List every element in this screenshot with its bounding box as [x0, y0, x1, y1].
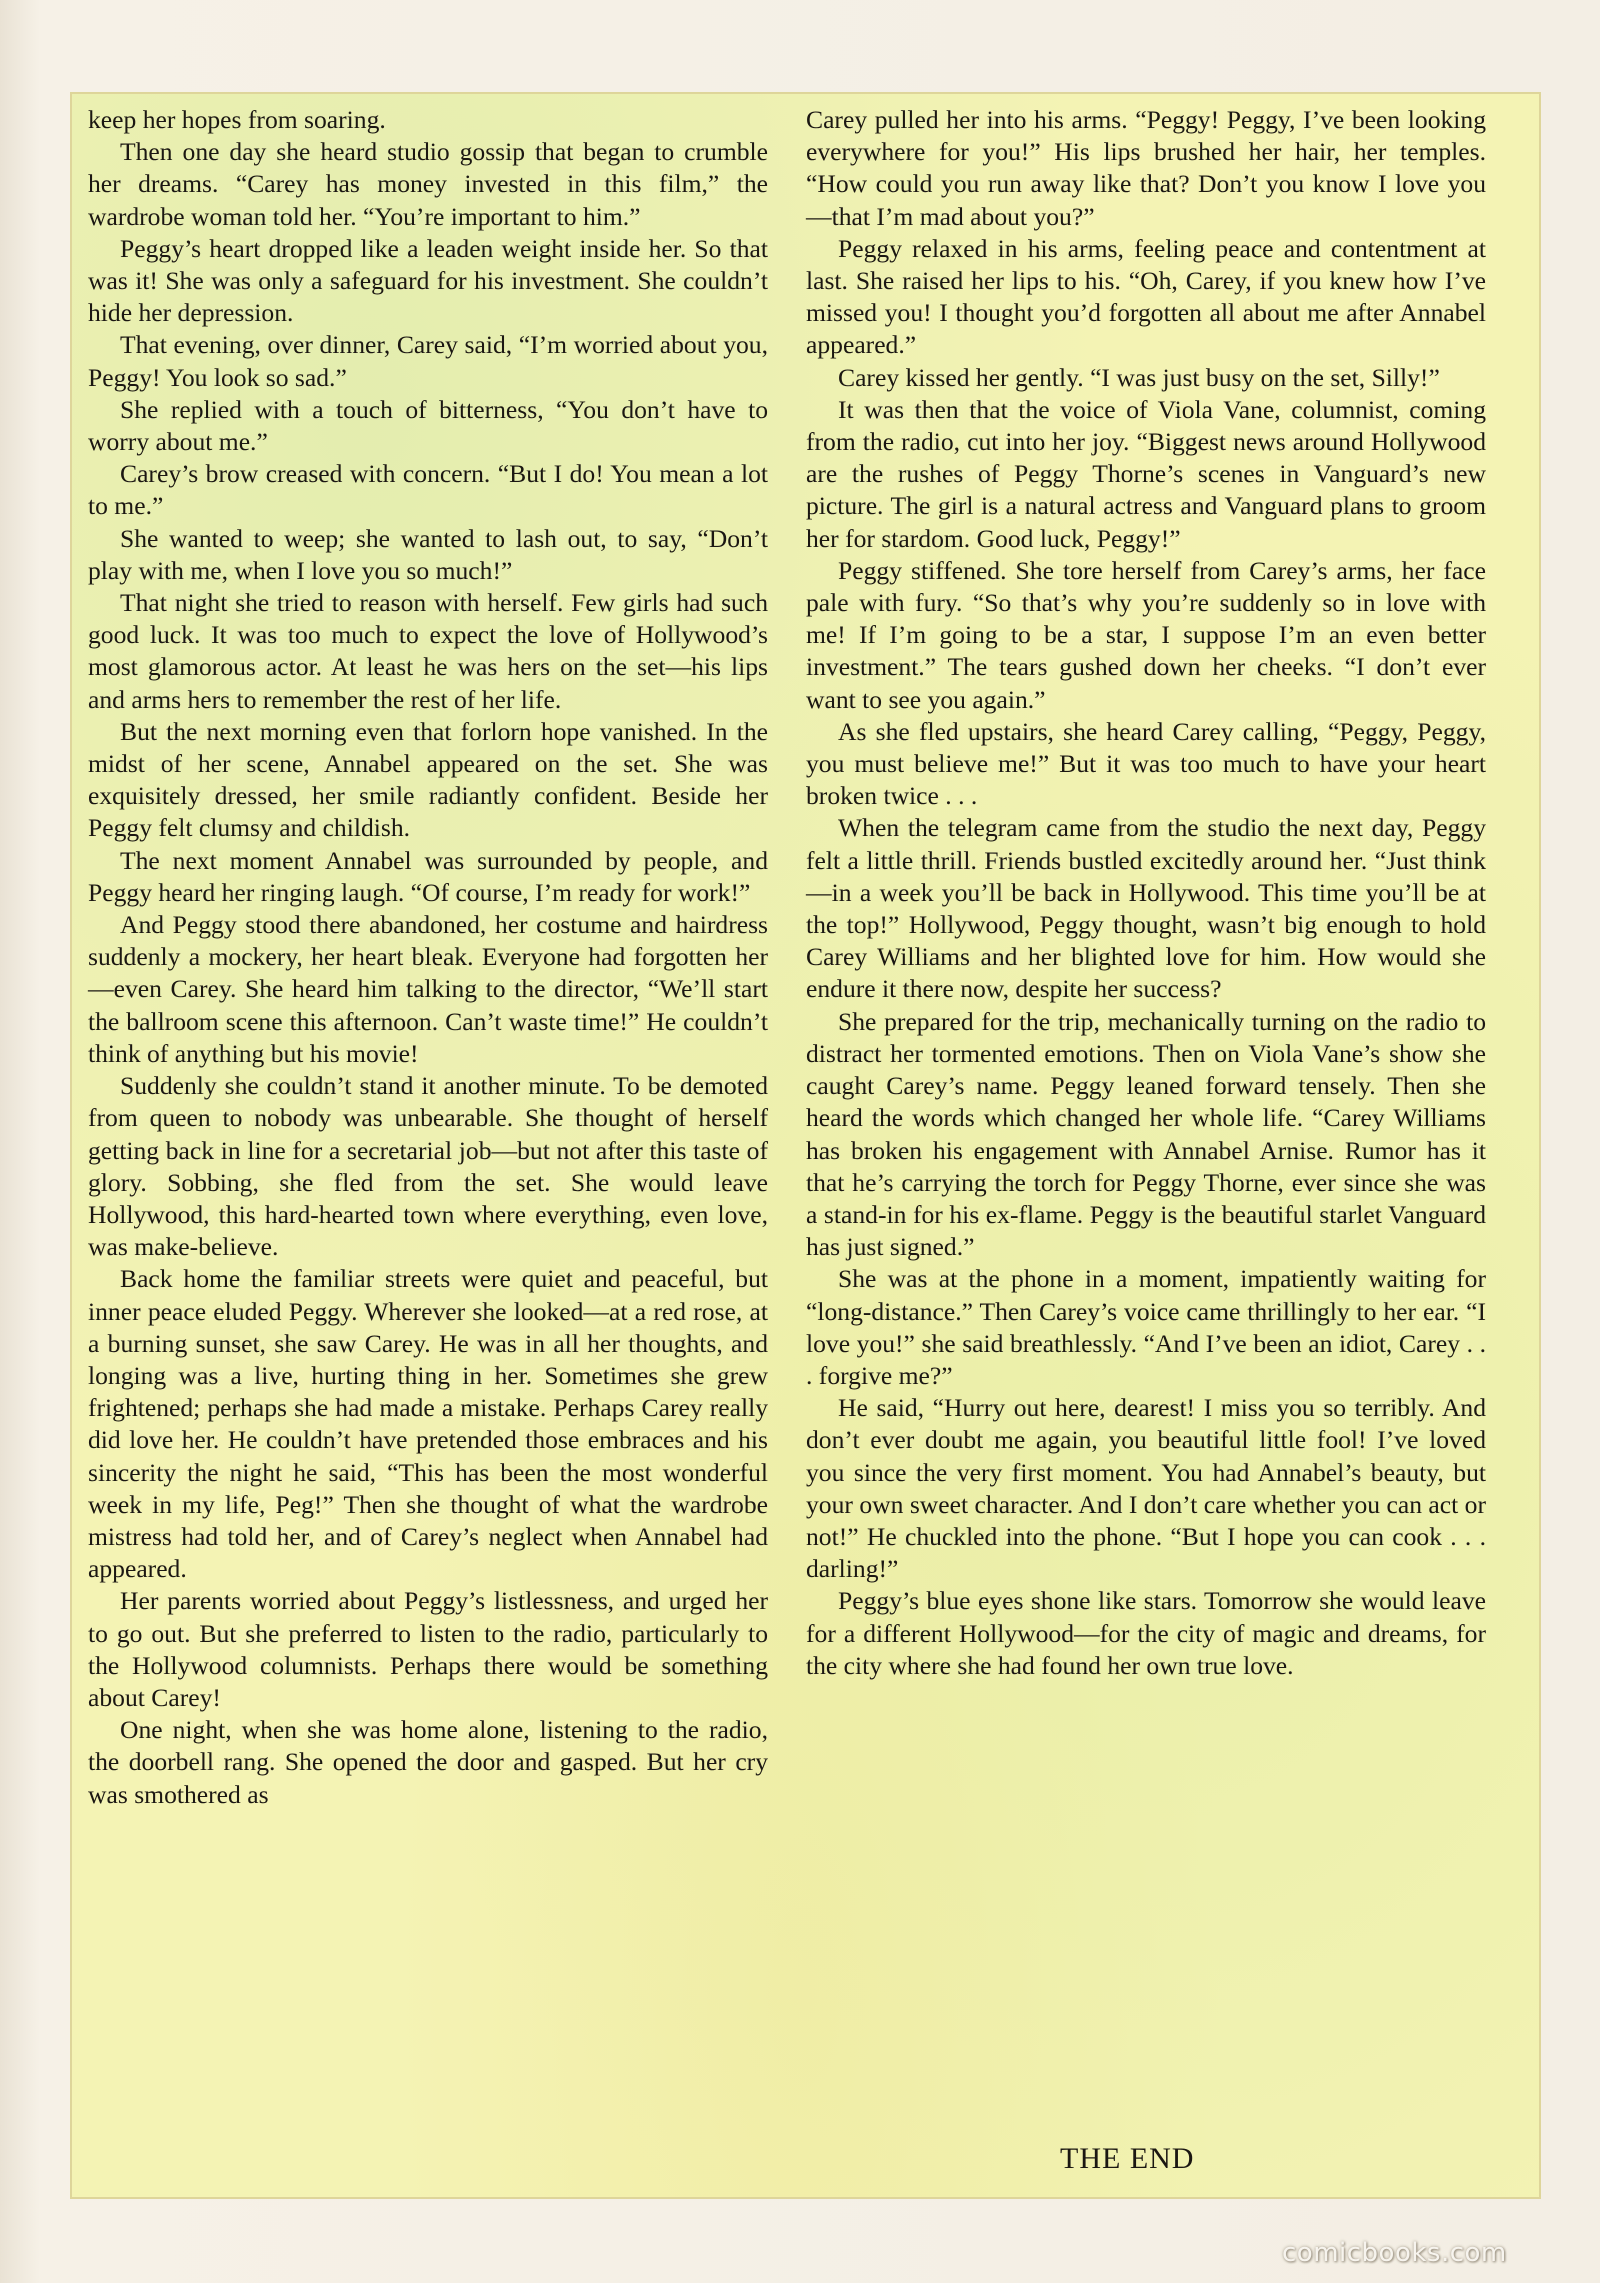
paragraph: Back home the familiar streets were quiet and peaceful, but inner peace eluded Peggy. Wherever she looked—at a red rose, at a burning sunset, she saw Carey. He was in all her thoughts, and longing was a live, hurting thing in her. Sometimes she grew frightened; perhaps she had made a mistake. Perhaps Carey really did love her. He couldn’t have pretended those embraces and his sincerity the night he said, “This has been the most wonderful week in my life, Peg!” Then she thought of what the wardrobe mistress had told her, and of Carey’s neglect when Annabel had appeared. [88, 1264, 768, 1584]
paragraph: Then one day she heard studio gossip that began to crumble her dreams. “Carey has money invested in this film,” the wardrobe woman told her. “You’re important to him.” [88, 137, 768, 231]
the-end-label: THE END [1060, 2142, 1195, 2175]
paragraph: She was at the phone in a moment, impatiently waiting for “long-distance.” Then Carey’s voice came thrillingly to her ear. “I love you!” she said breathlessly. “And I’ve been an idiot, Carey . . . forgive me?” [806, 1264, 1486, 1390]
paragraph: She prepared for the trip, mechanically turning on the radio to distract her tormented emotions. Then on Viola Vane’s show she caught Carey’s name. Peggy leaned forward tensely. Then she heard the words which changed her whole life. “Carey Williams has broken his engagement with Annabel Arnise. Rumor has it that he’s carrying the torch for Peggy Thorne, ever since she was a stand-in for his ex-flame. Peggy is the beautiful starlet Vanguard has just signed.” [806, 1006, 1486, 1262]
paragraph: Peggy’s blue eyes shone like stars. Tomorrow she would leave for a different Hollywood—for the city of magic and dreams, for the city where she had found her own true love. [806, 1586, 1486, 1680]
paragraph: But the next morning even that forlorn hope vanished. In the midst of her scene, Annabel appeared on the set. She was exquisitely dressed, her smile radiantly confident. Beside her Peggy felt clumsy and childish. [88, 716, 768, 843]
paragraph: He said, “Hurry out here, dearest! I miss you so terribly. And don’t ever doubt me again, you beautiful little fool! I’ve loved you since the very first moment. You had Annabel’s beauty, but your own sweet character. And I don’t care whether you can act or not!” He chuckled into the phone. “But I hope you can cook . . . darling!” [806, 1393, 1486, 1584]
paragraph: One night, when she was home alone, listening to the radio, the doorbell rang. She opened the door and gasped. But her cry was smothered as [88, 1715, 768, 1809]
paragraph: Peggy stiffened. She tore herself from Carey’s arms, her face pale with fury. “So that’s why you’re suddenly so in love with me! If I’m going to be a star, I suppose I’m an even better investment.” The tears gushed down her cheeks. “I don’t ever want to see you again.” [806, 555, 1486, 714]
right-text-column [806, 104, 1486, 1682]
paragraph: Carey’s brow creased with concern. “But I do! You mean a lot to me.” [88, 459, 768, 521]
paragraph: Carey kissed her gently. “I was just busy on the set, Silly!” [838, 362, 1440, 392]
paragraph: Her parents worried about Peggy’s listlessness, and urged her to go out. But she preferred to listen to the radio, particularly to the Hollywood columnists. Perhaps there would be something about Carey! [88, 1586, 768, 1712]
left-text-column [88, 104, 768, 1811]
paragraph: keep her hopes from soaring. [88, 105, 386, 134]
paragraph: It was then that the voice of Viola Vane, columnist, coming from the radio, cut into her joy. “Biggest news around Hollywood are the rushes of Peggy Thorne’s scenes in Vanguard’s new picture. The girl is a natural actress and Vanguard plans to groom her for stardom. Good luck, Peggy!” [806, 394, 1486, 553]
paragraph: That evening, over dinner, Carey said, “I’m worried about you, Peggy! You look so sad.” [88, 330, 768, 392]
paragraph: When the telegram came from the studio the next day, Peggy felt a little thrill. Friends bustled excitedly around her. “Just think—in a week you’ll be back in Hollywood. This time you’ll be at the top!” Hollywood, Peggy thought, wasn’t big enough to hold Carey Williams and her blighted love for him. How would she endure it there now, despite her success? [806, 813, 1486, 1004]
paragraph: As she fled upstairs, she heard Carey calling, “Peggy, Peggy, you must believe me!” But it was too much to have your heart broken twice . . . [806, 716, 1486, 811]
paragraph: The next moment Annabel was surrounded by people, and Peggy heard her ringing laugh. “Of course, I’m ready for work!” [88, 845, 768, 907]
paragraph: She replied with a touch of bitterness, “You don’t have to worry about me.” [88, 394, 768, 457]
paragraph: Carey pulled her into his arms. “Peggy! Peggy, I’ve been looking everywhere for you!” His lips brushed her hair, her temples. “How could you run away like that? Don’t you know I love you—that I’m mad about you?” [806, 105, 1486, 231]
site-watermark: comicbooks.com [1282, 2238, 1507, 2268]
paragraph: Peggy’s heart dropped like a leaden weight inside her. So that was it! She was only a safeguard for his investment. She couldn’t hide her depression. [88, 233, 768, 328]
paragraph: Suddenly she couldn’t stand it another minute. To be demoted from queen to nobody was unbearable. She thought of herself getting back in line for a secretarial job—but not after this taste of glory. Sobbing, she fled from the set. She would leave Hollywood, this hard-hearted town where everything, even love, was make-believe. [88, 1071, 768, 1262]
paragraph: That night she tried to reason with herself. Few girls had such good luck. It was too much to expect the love of Hollywood’s most glamorous actor. At least he was hers on the set—his lips and arms hers to remember the rest of her life. [88, 588, 768, 714]
paragraph: Peggy relaxed in his arms, feeling peace and contentment at last. She raised her lips to his. “Oh, Carey, if you knew how I’ve missed you! I thought you’d forgotten all about me after Annabel appeared.” [806, 233, 1486, 360]
paragraph: And Peggy stood there abandoned, her costume and hairdress suddenly a mockery, her heart bleak. Everyone had forgotten her—even Carey. She heard him talking to the director, “We’ll start the ballroom scene this afternoon. Can’t waste time!” He couldn’t think of anything but his movie! [88, 910, 768, 1068]
paragraph: She wanted to weep; she wanted to lash out, to say, “Don’t play with me, when I love you so much!” [88, 523, 768, 585]
